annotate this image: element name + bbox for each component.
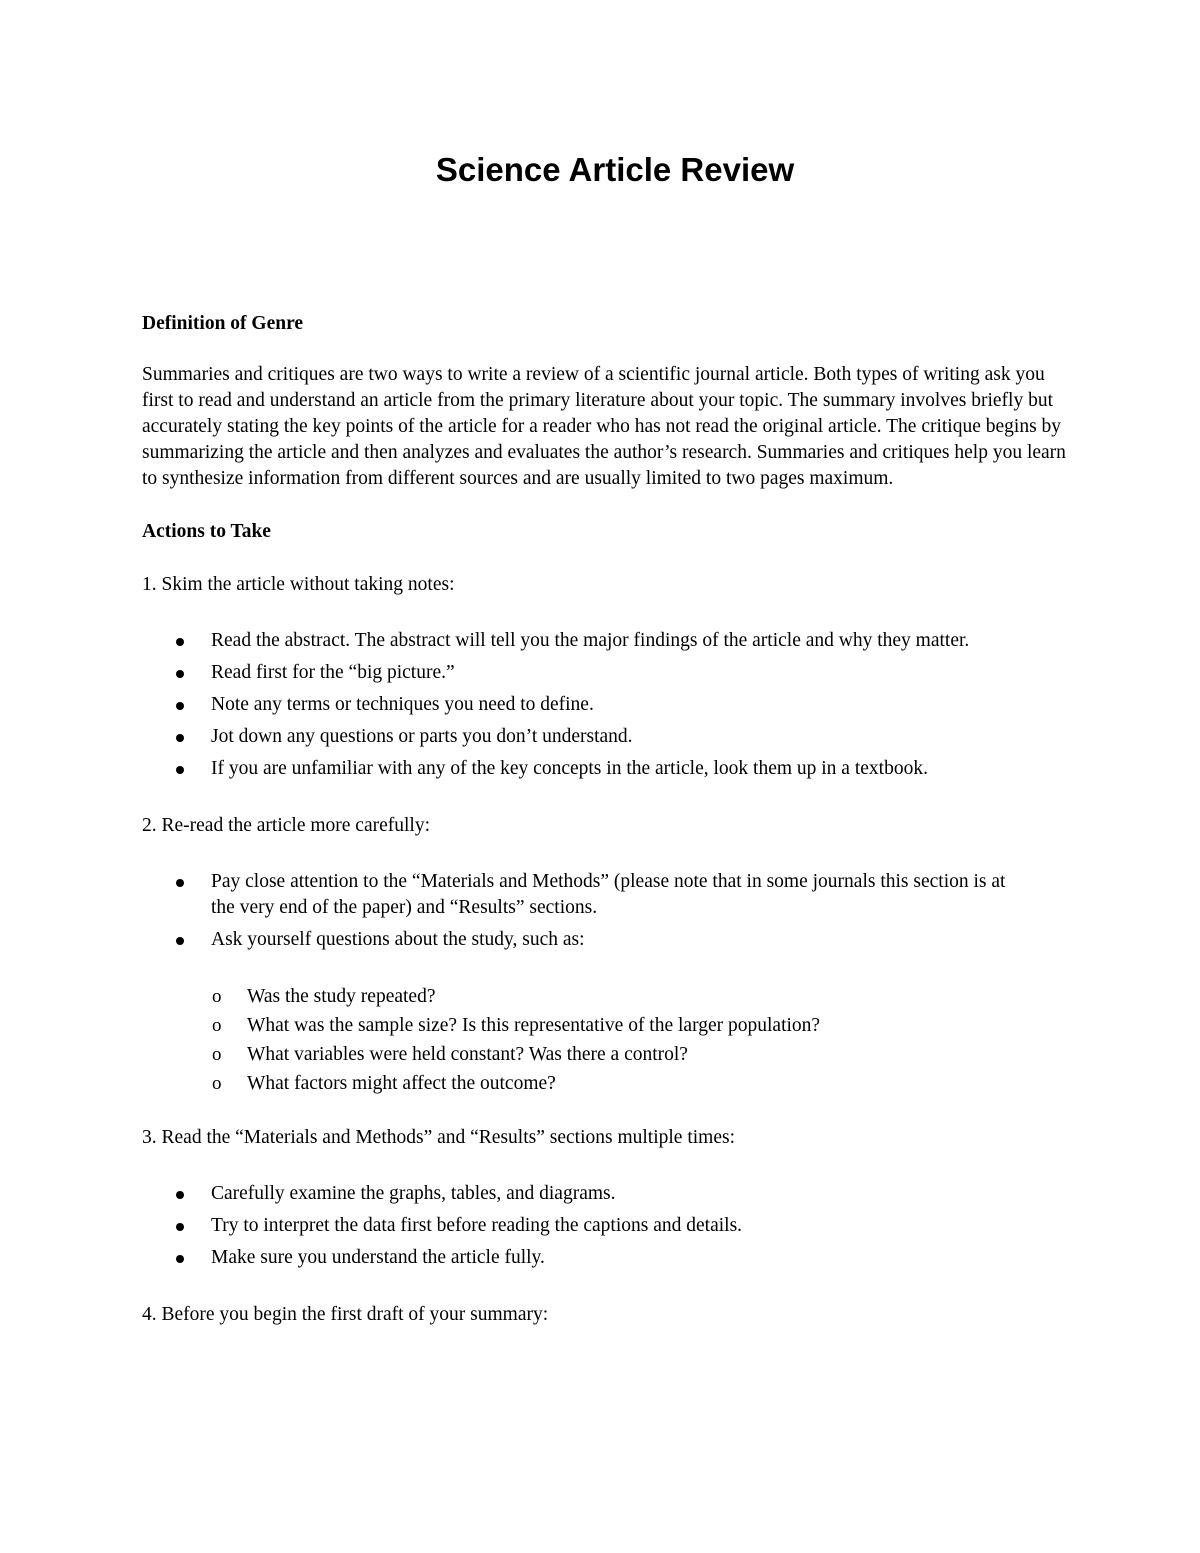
list-item: Ask yourself questions about the study, such as: [142, 927, 1031, 953]
step-2-list [142, 869, 1072, 953]
document-body [142, 311, 1072, 1328]
definition-paragraph: Summaries and critiques are two ways to write a review of a scientific journal article. Both types of writing ask you first to read and understand an article from the primary literature about your topic. The summary involves briefly but accurately stating the key points of the article for a reader who has not read the original article. The critique begins by summarizing the article and then analyzes and evaluates the author’s research. Summaries and critiques help you learn to synthesize information from different sources and are usually limited to two pages maximum. [142, 364, 1066, 489]
step-2-sublist [142, 984, 1072, 1097]
section-heading-actions: Actions to Take [142, 521, 271, 542]
step-3-label: 3. Read the “Materials and Methods” and “Results” sections multiple times: [142, 1127, 735, 1148]
sub-list-item: o What variables were held constant? Was there a control? [142, 1042, 1072, 1068]
step-2-label: 2. Re-read the article more carefully: [142, 815, 431, 836]
list-item: Read the abstract. The abstract will tell you the major findings of the article and why they matter. [142, 628, 1031, 654]
sub-list-item: o What factors might affect the outcome? [142, 1071, 1072, 1097]
sub-list-item: o Was the study repeated? [142, 984, 1072, 1010]
list-item: Read first for the “big picture.” [142, 660, 1031, 686]
list-item: Try to interpret the data first before reading the captions and details. [142, 1213, 1031, 1239]
step-1-list [142, 628, 1072, 782]
step-3-list [142, 1181, 1072, 1271]
list-item: Carefully examine the graphs, tables, and diagrams. [142, 1181, 1031, 1207]
section-heading-definition: Definition of Genre [142, 313, 304, 334]
step-1-label: 1. Skim the article without taking notes: [142, 574, 455, 595]
sub-list-item: o What was the sample size? Is this representative of the larger population? [142, 1013, 1072, 1039]
step-4-label: 4. Before you begin the first draft of your summary: [142, 1304, 549, 1325]
list-item: Pay close attention to the “Materials and Methods” (please note that in some journals this section is at the very end of the paper) and “Results” sections. [142, 869, 1031, 921]
list-item: Make sure you understand the article fully. [142, 1245, 1031, 1271]
list-item: Note any terms or techniques you need to define. [142, 692, 1031, 718]
document-title: Science Article Review [435, 151, 795, 188]
list-item: Jot down any questions or parts you don’t understand. [142, 724, 1031, 750]
list-item: If you are unfamiliar with any of the key concepts in the article, look them up in a textbook. [142, 756, 1031, 782]
